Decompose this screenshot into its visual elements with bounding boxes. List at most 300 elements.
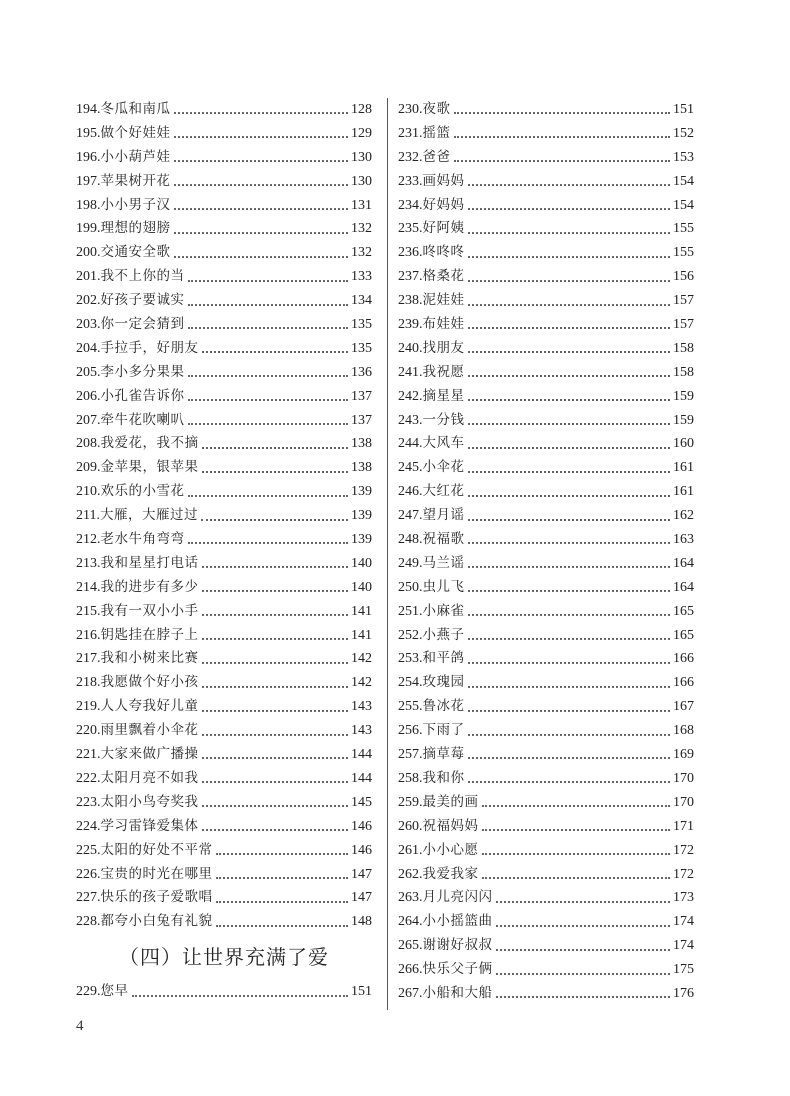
entry-number: 248. [398,532,423,548]
entry-number: 258. [398,770,423,786]
toc-entry [398,982,694,1006]
dot-leader [188,398,349,401]
page-number: 4 [76,1018,84,1034]
entry-title: 画妈妈 [422,172,465,189]
dot-leader [468,541,671,544]
entry-title: 咚咚咚 [422,244,465,261]
toc-entry [398,480,694,504]
entry-page: 163 [673,532,694,548]
dot-leader [202,470,349,473]
entry-number: 207. [76,412,101,428]
toc-entry [76,815,372,839]
dot-leader [174,183,349,186]
entry-page: 153 [673,149,694,165]
entry-number: 208. [76,436,101,452]
entry-title: 玫瑰园 [422,674,465,691]
toc-entry [76,528,372,552]
dot-leader [202,661,349,664]
entry-title: 学习雷锋爱集体 [100,817,199,834]
entry-number: 199. [76,221,101,237]
toc-entry [398,576,694,600]
entry-number: 227. [76,890,101,906]
entry-number: 229. [76,984,101,1000]
dot-leader [468,183,671,186]
entry-title: 摘星星 [422,387,465,404]
dot-leader [188,422,349,425]
entry-title: 老水牛角弯弯 [100,531,185,548]
entry-number: 232. [398,149,423,165]
entry-page: 130 [351,173,372,189]
dot-leader [468,279,671,282]
toc-entry [76,170,372,194]
toc-entry [398,528,694,552]
entry-number: 216. [76,627,101,643]
toc-entry [76,863,372,887]
entry-page: 161 [673,460,694,476]
toc-entry [76,767,372,791]
dot-leader [202,685,349,688]
entry-page: 135 [351,317,372,333]
toc-entry [398,265,694,289]
entry-title: 钥匙挂在脖子上 [100,626,199,643]
dot-leader [202,350,349,353]
toc-entry [398,958,694,982]
entry-title: 摇篮 [422,124,451,141]
entry-title: 一分钱 [422,411,465,428]
entry-number: 261. [398,842,423,858]
dot-leader [468,303,671,306]
entry-page: 159 [673,412,694,428]
entry-page: 130 [351,149,372,165]
toc-entry [398,910,694,934]
toc-entry [398,552,694,576]
entry-title: 理想的翅膀 [100,220,171,237]
dot-leader [188,374,349,377]
toc-entry [398,122,694,146]
dot-leader [216,900,349,903]
entry-number: 249. [398,555,423,571]
entry-page: 172 [673,842,694,858]
entry-number: 194. [76,102,101,117]
dot-leader [468,637,671,640]
entry-number: 243. [398,412,423,428]
entry-number: 225. [76,842,101,858]
toc-entry [398,624,694,648]
dot-leader [468,685,671,688]
entry-page: 140 [351,555,372,571]
entry-page: 172 [673,866,694,882]
toc-entry [398,863,694,887]
dot-leader [468,398,671,401]
entry-title: 大风车 [422,435,465,452]
dot-leader [468,207,671,210]
entry-title: 谢谢好叔叔 [422,937,493,954]
toc-entry [398,839,694,863]
dot-leader [468,231,671,234]
dot-leader [468,494,671,497]
entry-title: 小小男子汉 [100,196,171,213]
entry-title: 小燕子 [422,626,465,643]
dot-leader [468,589,671,592]
entry-title: 小小葫芦娃 [100,148,171,165]
entry-number: 262. [398,866,423,882]
entry-page: 147 [351,890,372,906]
column-divider [387,98,388,1010]
toc-entry [76,647,372,671]
toc-entry [76,791,372,815]
entry-number: 223. [76,794,101,810]
entry-title: 马兰谣 [422,554,465,571]
toc-entry [398,456,694,480]
entry-page: 144 [351,747,372,763]
entry-number: 259. [398,794,423,810]
entry-title: 和平鸽 [422,650,465,667]
entry-title: 小小心愿 [422,841,479,858]
entry-page: 135 [351,340,372,356]
entry-page: 171 [673,818,694,834]
entry-page: 139 [351,532,372,548]
toc-entry [76,839,372,863]
toc-entry [76,695,372,719]
entry-title: 太阳的好处不平常 [100,841,213,858]
entry-title: 大雁，大雁过过 [99,507,198,524]
dot-leader [216,876,349,879]
dot-leader [202,589,349,592]
dot-leader [468,374,671,377]
entry-number: 210. [76,484,101,500]
entry-title: 牵牛花吹喇叭 [100,411,185,428]
entry-page: 155 [673,245,694,261]
entry-page: 154 [673,173,694,189]
toc-entry [76,910,372,934]
toc-entry [398,170,694,194]
entry-page: 146 [351,842,372,858]
entry-page: 166 [673,651,694,667]
entry-title: 人人夸我好儿童 [100,698,199,715]
dot-leader [454,111,671,114]
entry-number: 234. [398,197,423,213]
entry-title: 雨里飘着小伞花 [100,722,199,739]
entry-page: 133 [351,269,372,285]
entry-page: 161 [673,484,694,500]
entry-page: 146 [351,818,372,834]
dot-leader [202,733,349,736]
entry-title: 大红花 [422,483,465,500]
dot-leader [201,518,348,521]
toc-entry [398,504,694,528]
toc-entry [76,552,372,576]
entry-number: 254. [398,675,423,691]
toc-entry [76,600,372,624]
entry-number: 198. [76,197,101,213]
dot-leader [496,948,671,951]
dot-leader [174,207,349,210]
toc-list-right [398,98,694,1006]
entry-number: 251. [398,603,423,619]
entry-number: 215. [76,603,101,619]
dot-leader [468,470,671,473]
entry-number: 217. [76,651,101,667]
entry-title: 欢乐的小雪花 [100,483,185,500]
dot-leader [202,804,349,807]
entry-title: 我爱我家 [422,865,479,882]
toc-entry [76,146,372,170]
entry-page: 137 [351,412,372,428]
entry-page: 167 [673,699,694,715]
entry-title: 小伞花 [422,459,465,476]
entry-number: 267. [398,985,423,1001]
entry-title: 格桑花 [422,268,465,285]
toc-entry [76,241,372,265]
dot-leader [174,159,349,162]
entry-title: 苹果树开花 [100,172,171,189]
toc-entry [76,98,372,122]
entry-page: 157 [673,317,694,333]
entry-title: 我有一双小小手 [100,602,199,619]
dot-leader [482,852,671,855]
entry-title: 好阿姨 [422,220,465,237]
dot-leader [202,709,349,712]
toc-entry [398,743,694,767]
entry-number: 219. [76,699,101,715]
entry-title: 下雨了 [422,722,465,739]
entry-page: 142 [351,651,372,667]
entry-number: 245. [398,460,423,476]
entry-page: 147 [351,866,372,882]
entry-number: 211. [76,508,100,524]
entry-title: 您早 [100,983,129,1000]
toc-entry [398,432,694,456]
toc-entry [398,409,694,433]
entry-title: 交通安全歌 [100,244,171,261]
toc-entry [76,504,372,528]
toc-entry [76,217,372,241]
toc-entry [76,743,372,767]
entry-page: 164 [673,579,694,595]
entry-number: 222. [76,770,101,786]
dot-leader [468,350,671,353]
toc-entry [76,385,372,409]
entry-page: 131 [351,197,372,213]
entry-page: 151 [673,102,694,117]
entry-page: 170 [673,794,694,810]
dot-leader [188,303,349,306]
toc-entry [76,194,372,218]
entry-title: 我祝愿 [422,363,465,380]
entry-number: 195. [76,125,101,141]
entry-title: 爸爸 [422,148,451,165]
entry-title: 夜歌 [422,101,451,117]
entry-title: 大家来做广播操 [100,746,199,763]
toc-entry [398,385,694,409]
entry-number: 205. [76,364,101,380]
entry-title: 我不上你的当 [100,268,185,285]
entry-number: 218. [76,675,101,691]
entry-number: 247. [398,508,423,524]
entry-page: 132 [351,221,372,237]
entry-number: 203. [76,317,101,333]
entry-page: 155 [673,221,694,237]
entry-title: 快乐父子俩 [422,961,493,978]
toc-entry [398,361,694,385]
dot-leader [132,994,349,997]
entry-number: 253. [398,651,423,667]
dot-leader [468,780,671,783]
toc-entry [398,934,694,958]
entry-title: 虫儿飞 [422,578,465,595]
toc-entry [398,146,694,170]
entry-title: 小船和大船 [422,984,493,1001]
dot-leader [496,995,671,998]
entry-page: 156 [673,269,694,285]
toc-right-column [398,98,694,1006]
dot-leader [202,565,349,568]
entry-title: 小小摇篮曲 [422,913,493,930]
dot-leader [468,709,671,712]
entry-title: 太阳月亮不如我 [100,769,199,786]
entry-number: 255. [398,699,423,715]
entry-number: 228. [76,914,101,930]
entry-title: 泥娃娃 [422,292,465,309]
entry-number: 257. [398,747,423,763]
toc-entry [398,289,694,313]
entry-page: 158 [673,340,694,356]
entry-page: 143 [351,723,372,739]
entry-page: 148 [351,914,372,930]
entry-title: 小孔雀告诉你 [100,387,185,404]
toc-entry [398,337,694,361]
toc-entry [398,767,694,791]
toc-entry [398,719,694,743]
entry-page: 159 [673,388,694,404]
entry-page: 174 [673,914,694,930]
entry-title: 望月谣 [422,507,465,524]
entry-page: 165 [673,603,694,619]
entry-number: 235. [398,221,423,237]
entry-number: 230. [398,102,423,117]
dot-leader [216,924,349,927]
entry-number: 239. [398,317,423,333]
toc-entry [398,98,694,122]
entry-title: 我愿做个好小孩 [100,674,199,691]
toc-entry [398,313,694,337]
dot-leader [202,613,349,616]
dot-leader [188,494,349,497]
dot-leader [468,756,671,759]
toc-entry [76,122,372,146]
entry-title: 太阳小鸟夸奖我 [100,793,199,810]
entry-page: 168 [673,723,694,739]
entry-page: 142 [351,675,372,691]
toc-entry [76,337,372,361]
toc-entry [76,456,372,480]
entry-number: 213. [76,555,101,571]
entry-number: 233. [398,173,423,189]
entry-page: 176 [673,985,694,1001]
entry-page: 134 [351,293,372,309]
toc-entry [398,671,694,695]
entry-page: 157 [673,293,694,309]
entry-number: 204. [76,340,101,356]
dot-leader [202,828,349,831]
entry-number: 238. [398,293,423,309]
entry-page: 145 [351,794,372,810]
entry-number: 231. [398,125,423,141]
entry-page: 174 [673,938,694,954]
dot-leader [482,828,671,831]
dot-leader [174,111,349,114]
toc-entry [398,600,694,624]
entry-title: 我和你 [422,769,465,786]
dot-leader [468,326,671,329]
entry-title: 李小多分果果 [100,363,185,380]
toc-entry [398,791,694,815]
entry-title: 布娃娃 [422,316,465,333]
entry-title: 快乐的孩子爱歌唱 [100,889,213,906]
dot-leader [174,231,349,234]
toc-entry [76,671,372,695]
entry-title: 鲁冰花 [422,698,465,715]
entry-number: 246. [398,484,423,500]
toc-entry [398,886,694,910]
entry-number: 237. [398,269,423,285]
entry-number: 206. [76,388,101,404]
dot-leader [174,255,349,258]
entry-number: 241. [398,364,423,380]
dot-leader [454,159,671,162]
dot-leader [216,852,349,855]
toc-entry [76,886,372,910]
entry-number: 250. [398,579,423,595]
entry-page: 173 [673,890,694,906]
entry-title: 月儿亮闪闪 [422,889,493,906]
toc-entry [76,289,372,313]
entry-number: 224. [76,818,101,834]
toc-list-left-after-heading [76,980,372,1004]
entry-number: 260. [398,818,423,834]
entry-number: 212. [76,532,101,548]
dot-leader [174,135,349,138]
entry-page: 162 [673,508,694,524]
entry-page: 128 [351,102,372,117]
entry-number: 201. [76,269,101,285]
entry-number: 197. [76,173,101,189]
toc-entry [76,719,372,743]
entry-page: 158 [673,364,694,380]
entry-number: 242. [398,388,423,404]
entry-page: 144 [351,770,372,786]
toc-entry [76,313,372,337]
dot-leader [454,135,671,138]
dot-leader [496,972,671,975]
entry-number: 226. [76,866,101,882]
dot-leader [188,326,349,329]
toc-entry [76,576,372,600]
entry-page: 166 [673,675,694,691]
entry-page: 141 [351,627,372,643]
dot-leader [468,518,671,521]
entry-page: 140 [351,579,372,595]
entry-title: 都夸小白兔有礼貌 [100,913,213,930]
entry-title: 摘草莓 [422,746,465,763]
toc-entry [398,241,694,265]
dot-leader [468,733,671,736]
entry-page: 143 [351,699,372,715]
entry-number: 221. [76,747,101,763]
entry-page: 170 [673,770,694,786]
entry-title: 祝福歌 [422,531,465,548]
entry-title: 手拉手，好朋友 [100,339,199,356]
